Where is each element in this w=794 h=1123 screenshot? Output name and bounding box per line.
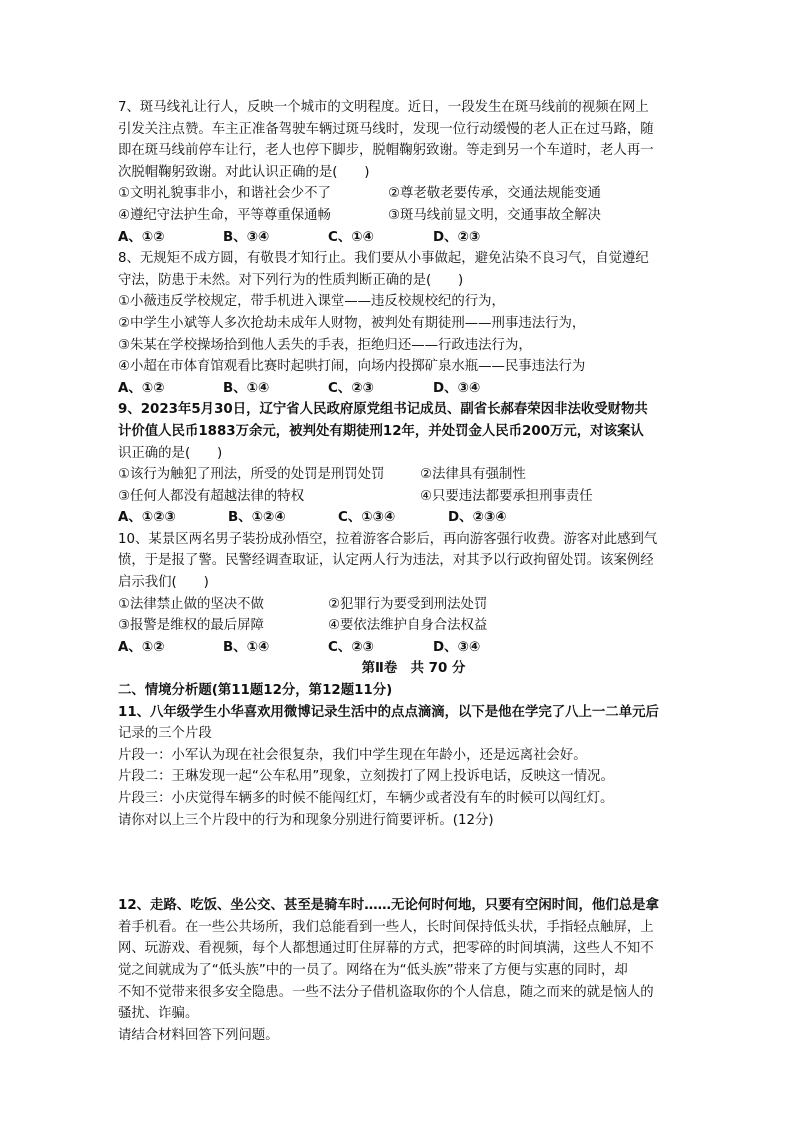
question-10-options-row-1 [118, 594, 693, 616]
question-12-line: 着手机看。在一些公共场所，我们总能看到一些人，长时间保持低头状，手指轻点触屏，上 [118, 919, 654, 935]
question-12 [118, 895, 693, 1046]
part-2-title: 第Ⅱ卷 共 70 分 [361, 661, 466, 677]
answer-space [118, 831, 693, 895]
choice-d[interactable]: D、③④ [433, 380, 481, 396]
question-12-line: 网、玩游戏、看视频，每个人都想通过盯住屏幕的方式，把零碎的时间填满，这些人不知不 [118, 941, 654, 957]
choice-a[interactable]: A、①② [118, 380, 165, 396]
statement-option: ③任何人都没有超越法律的特权 [118, 488, 305, 504]
choice-b[interactable]: B、③④ [223, 229, 270, 245]
question-11 [118, 702, 693, 832]
question-10-stem-line: 10、某景区两名男子装扮成孙悟空，拉着游客合影后，再向游客强行收费。游客对此感到气 [118, 531, 658, 547]
question-7-stem-line: 即在斑马线前停车让行，老人也停下脚步，脱帽鞠躬致谢。等走到另一个车道时，老人再一 [118, 143, 654, 159]
statement-option: ①该行为触犯了刑法，所受的处罚是刑罚处罚 [118, 467, 385, 483]
question-9-stem-line: 识正确的是( ) [118, 445, 223, 461]
statement-option: ①法律禁止做的坚决不做 [118, 596, 264, 612]
question-10-options-row-2 [118, 615, 693, 637]
question-7-choices [118, 227, 693, 249]
statement-option: ②犯罪行为要受到刑法处罚 [328, 596, 488, 612]
question-8-choices [118, 378, 693, 400]
choice-d[interactable]: D、③④ [433, 639, 481, 655]
statement-option: ④遵纪守法护生命，平等尊重保通畅 [118, 207, 331, 223]
question-7-options-row-1 [118, 183, 693, 205]
question-9-options-row-2 [118, 486, 693, 508]
question-9-stem-line: 计价值人民币1883万余元，被判处有期徒刑12年，并处罚金人民币200万元，对该案认 [118, 423, 644, 439]
question-10 [118, 529, 693, 659]
choice-a[interactable]: A、①② [118, 229, 165, 245]
question-9-stem-line: 9、2023年5月30日，辽宁省人民政府原党组书记成员、副省长郝春荣因非法收受财物共 [118, 402, 648, 418]
choice-c[interactable]: C、②③ [328, 380, 374, 396]
choice-a[interactable]: A、①② [118, 639, 165, 655]
choice-d[interactable]: D、②③④ [448, 510, 507, 526]
choice-c[interactable]: C、①③④ [338, 510, 396, 526]
question-7-stem-line: 引发关注点赞。车主正准备驾驶车辆过斑马线时，发现一位行动缓慢的老人正在过马路，随 [118, 121, 654, 137]
question-7-options-row-2 [118, 205, 693, 227]
question-10-stem-line: 愤，于是报了警。民警经调查取证，认定两人行为违法，对其予以行政拘留处罚。该案例经 [118, 553, 654, 569]
choice-c[interactable]: C、②③ [328, 639, 374, 655]
question-11-line: 片段三：小庆觉得车辆多的时候不能闯红灯，车辆少或者没有车的时候可以闯红灯。 [118, 791, 614, 806]
question-12-line: 觉之间就成为了“低头族”中的一员了。网络在为“低头族”带来了方便与实惠的同时，却 [118, 962, 628, 978]
question-12-line: 骚扰、诈骗。 [118, 1006, 199, 1022]
exam-page [118, 97, 693, 1046]
statement-option: ③报警是维权的最后屏障 [118, 618, 264, 634]
statement-option: ②尊老敬老要传承，交通法规能变通 [388, 186, 601, 202]
statement-item: ①小薇违反学校规定，带手机进入课堂——违反校规校纪的行为， [118, 294, 505, 310]
choice-b[interactable]: B、①④ [223, 639, 270, 655]
question-11-line: 记录的三个片段 [118, 726, 212, 742]
question-10-stem-line: 启示我们( ) [118, 575, 209, 591]
choice-b[interactable]: B、①②④ [228, 510, 286, 526]
question-11-line: 11、八年级学生小华喜欢用微博记录生活中的点点滴滴，以下是他在学完了八上一二单元后 [118, 704, 659, 720]
statement-item: ②中学生小斌等人多次抢劫未成年人财物，被判处有期徒刑——刑事违法行为， [118, 315, 586, 331]
question-12-line: 12、走路、吃饭、坐公交、甚至是骑车时……无论何时何地，只要有空闲时间，他们总是拿 [118, 898, 659, 914]
question-7-stem-line: 7、斑马线礼让行人，反映一个城市的文明程度。近日，一段发生在斑马线前的视频在网上 [118, 100, 649, 115]
question-7-stem-line: 次脱帽鞠躬致谢。对此认识正确的是( ) [118, 164, 370, 180]
statement-option: ③斑马线前显文明，交通事故全解决 [388, 207, 601, 223]
question-12-line: 不知不觉带来很多安全隐患。一些不法分子借机盗取你的个人信息，随之而来的就是恼人的 [118, 984, 654, 1000]
choice-d[interactable]: D、②③ [433, 229, 481, 245]
choice-c[interactable]: C、①④ [328, 229, 374, 245]
statement-option: ④只要违法都要承担刑事责任 [420, 488, 593, 504]
statement-option: ①文明礼貌事非小，和谐社会少不了 [118, 186, 331, 202]
question-8 [118, 248, 693, 399]
question-8-stem-line: 守法，防患于未然。对下列行为的性质判断正确的是( ) [118, 272, 464, 288]
question-11-line: 片段二：王琳发现一起“公车私用”现象，立刻拨打了网上投诉电话，反映这一情况。 [118, 769, 614, 785]
statement-item: ④小超在市体育馆观看比赛时起哄打闹，向场内投掷矿泉水瓶——民事违法行为 [118, 359, 586, 375]
choice-a[interactable]: A、①②③ [118, 510, 176, 526]
statement-option: ②法律具有强制性 [420, 467, 526, 483]
question-11-line: 请你对以上三个片段中的行为和现象分别进行简要评析。(12分) [118, 812, 494, 828]
question-9 [118, 399, 693, 529]
statement-option: ④要依法维护自身合法权益 [328, 618, 488, 634]
statement-item: ③朱某在学校操场拾到他人丢失的手表，拒绝归还——行政违法行为， [118, 337, 532, 353]
question-12-line: 请结合材料回答下列问题。 [118, 1027, 279, 1043]
question-9-choices [118, 507, 693, 529]
question-8-stem-line: 8、无规矩不成方圆，有敬畏才知行止。我们要从小事做起，避免沾染不良习气，自觉遵纪 [118, 251, 649, 267]
question-10-choices [118, 637, 693, 659]
question-11-line: 片段一：小军认为现在社会很复杂，我们中学生现在年龄小，还是远离社会好。 [118, 747, 587, 763]
question-9-options-row-1 [118, 464, 693, 486]
question-7 [118, 97, 693, 248]
section-2-title: 二、情境分析题(第11题12分，第12题11分) [118, 683, 393, 699]
choice-b[interactable]: B、①④ [223, 380, 270, 396]
